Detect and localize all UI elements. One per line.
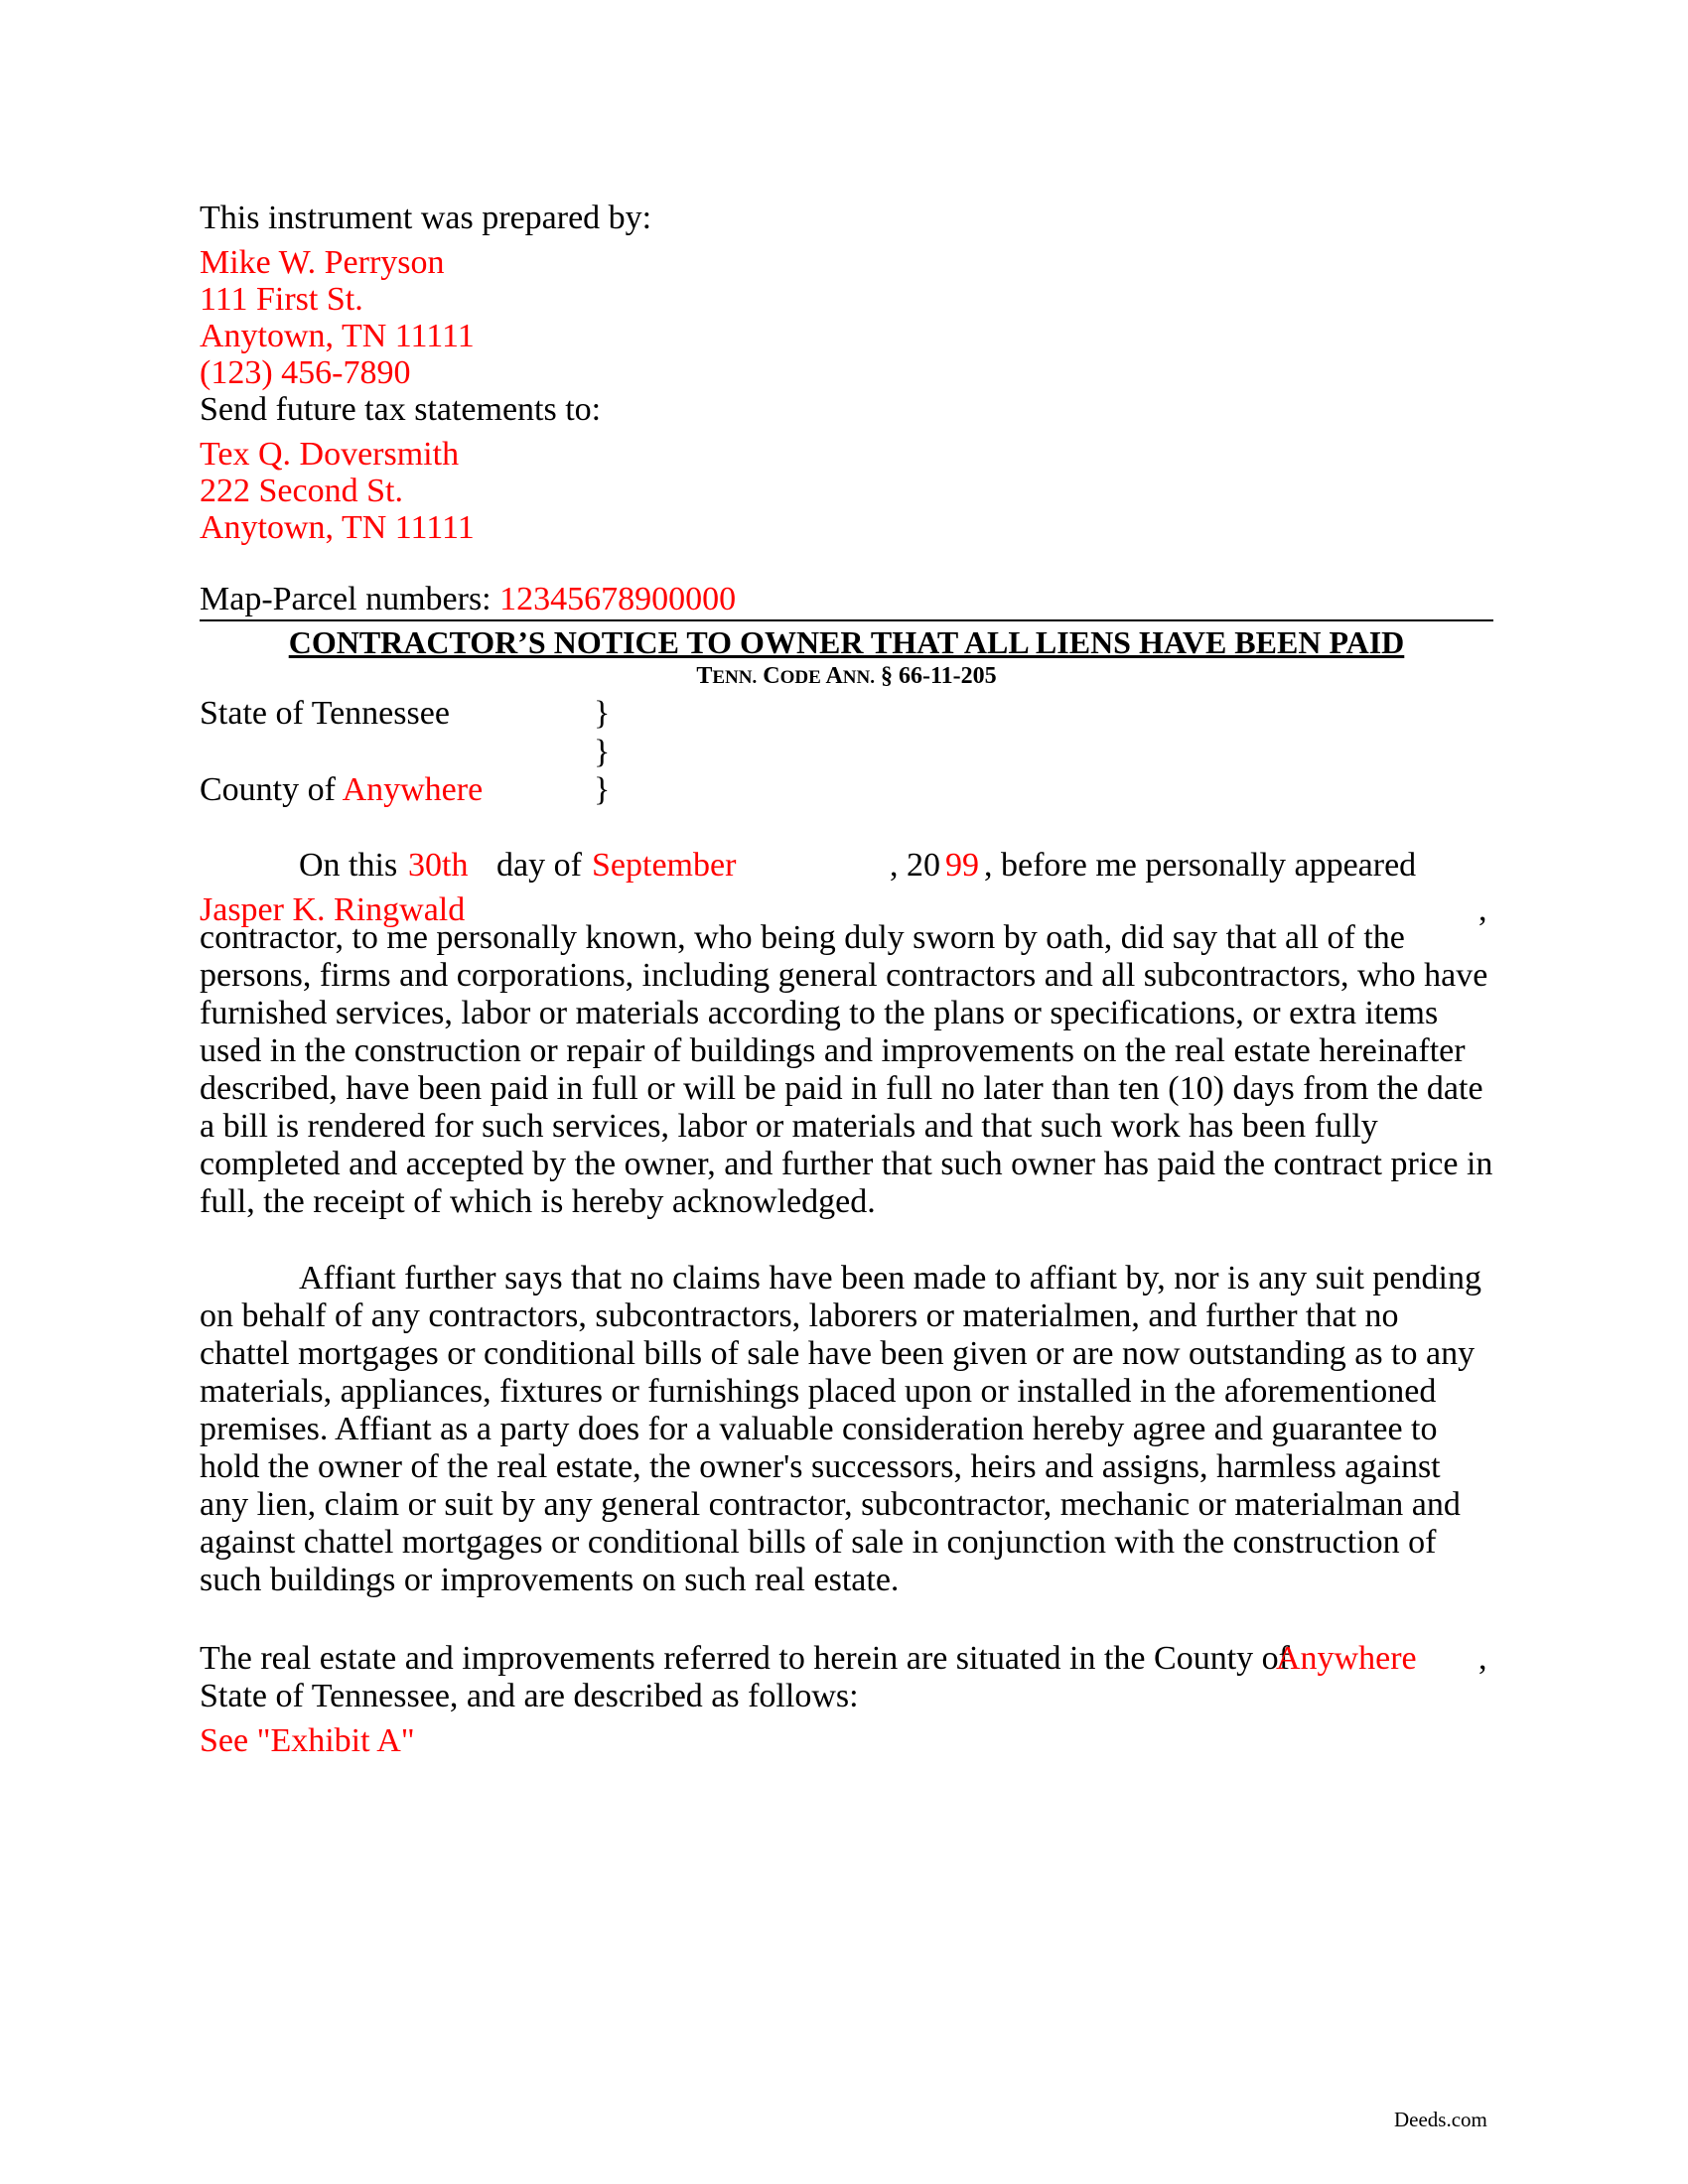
map-parcel-label: Map-Parcel numbers:	[200, 581, 492, 617]
map-parcel-value: 12345678900000	[499, 581, 737, 617]
day-value: 30th	[408, 847, 469, 884]
day-of-text: day of	[496, 847, 582, 884]
preparer-street: 111 First St.	[200, 281, 363, 318]
tax-statements-label: Send future tax statements to:	[200, 391, 602, 428]
preparer-phone: (123) 456-7890	[200, 354, 411, 391]
tax-recipient-city: Anytown, TN 11111	[200, 509, 475, 546]
venue-county	[200, 771, 483, 809]
document-title: CONTRACTOR’S NOTICE TO OWNER THAT ALL LIENS HAVE BEEN PAID	[288, 624, 1405, 660]
prepared-by-label: This instrument was prepared by:	[200, 200, 652, 236]
cite-t-cap: T	[696, 663, 713, 689]
venue-brace-3: }	[594, 771, 611, 808]
appeared-comma: ,	[1478, 891, 1487, 928]
header-addresses	[200, 200, 651, 546]
month-value: September	[592, 847, 737, 884]
preparer-city: Anytown, TN 11111	[200, 318, 475, 354]
preparer-name: Mike W. Perryson	[200, 244, 445, 281]
appeared-person: Jasper K. Ringwald	[200, 891, 466, 928]
code-citation	[200, 661, 1493, 693]
venue-county-value: Anywhere	[342, 771, 484, 808]
venue-brace-1: }	[594, 695, 611, 732]
tax-recipient-name: Tex Q. Doversmith	[200, 436, 460, 473]
cite-section: § 66-11-205	[880, 663, 997, 689]
year-prefix: , 20	[890, 847, 940, 884]
body-paragraph-2: Affiant further says that no claims have been made to affiant by, nor is any suit pending on behalf of any contractors, subcontractors, laborers or materialmen, and further that no chattel mortgages or conditional bills of sale have been given or are now outstanding as to any materials, appliances, fixtures or furnishings placed upon or installed in the aforementioned premises. Affiant as a party does for a valuable consideration hereby agree and guarantee to hold the owner of the real estate, the owner's successors, heirs and assigns, harmless against any lien, claim or suit by any general contractor, subcontractor, mechanic or materialman and against chattel mortgages or conditional bills of sale in conjunction with the construction of such buildings or improvements on such real estate.	[200, 1260, 1481, 1598]
cite-t-rest: ENN.	[712, 667, 758, 688]
cite-a-cap: A	[825, 663, 843, 689]
title-rule	[200, 619, 1493, 621]
footer-watermark: Deeds.com	[1394, 2108, 1487, 2131]
exhibit-reference: See "Exhibit A"	[200, 1722, 415, 1759]
tax-recipient-street: 222 Second St.	[200, 473, 403, 509]
real-estate-line-1: The real estate and improvements referred to herein are situated in the County of	[200, 1640, 1290, 1677]
before-me-text: , before me personally appeared	[984, 847, 1417, 884]
year-value: 99	[945, 847, 979, 884]
real-estate-line-2: State of Tennessee, and are described as follows:	[200, 1678, 859, 1714]
map-parcel-line	[200, 581, 736, 618]
cite-c-rest: ODE	[779, 667, 821, 688]
real-estate-comma: ,	[1478, 1640, 1487, 1677]
venue-brace-2: }	[594, 734, 611, 770]
body-paragraph-1: contractor, to me personally known, who being duly sworn by oath, did say that all of the persons, firms and corporations, including general contractors and all subcontractors, who have furnished services, labor or materials according to the plans or specifications, or extra items used in the construction or repair of buildings and improvements on the real estate hereinafter described, have been paid in full or will be paid in full no later than ten (10) days from the date a bill is rendered for such services, labor or materials and that such work has been fully completed and accepted by the owner, and further that such owner has paid the contract price in full, the receipt of which is hereby acknowledged.	[200, 919, 1493, 1220]
cite-a-rest: NN.	[842, 667, 875, 688]
on-this-text: On this	[299, 847, 398, 884]
venue-state: State of Tennessee	[200, 695, 450, 732]
venue-county-label: County of	[200, 771, 336, 808]
cite-c-cap: C	[763, 663, 780, 689]
real-estate-county: Anywhere	[1276, 1640, 1417, 1677]
